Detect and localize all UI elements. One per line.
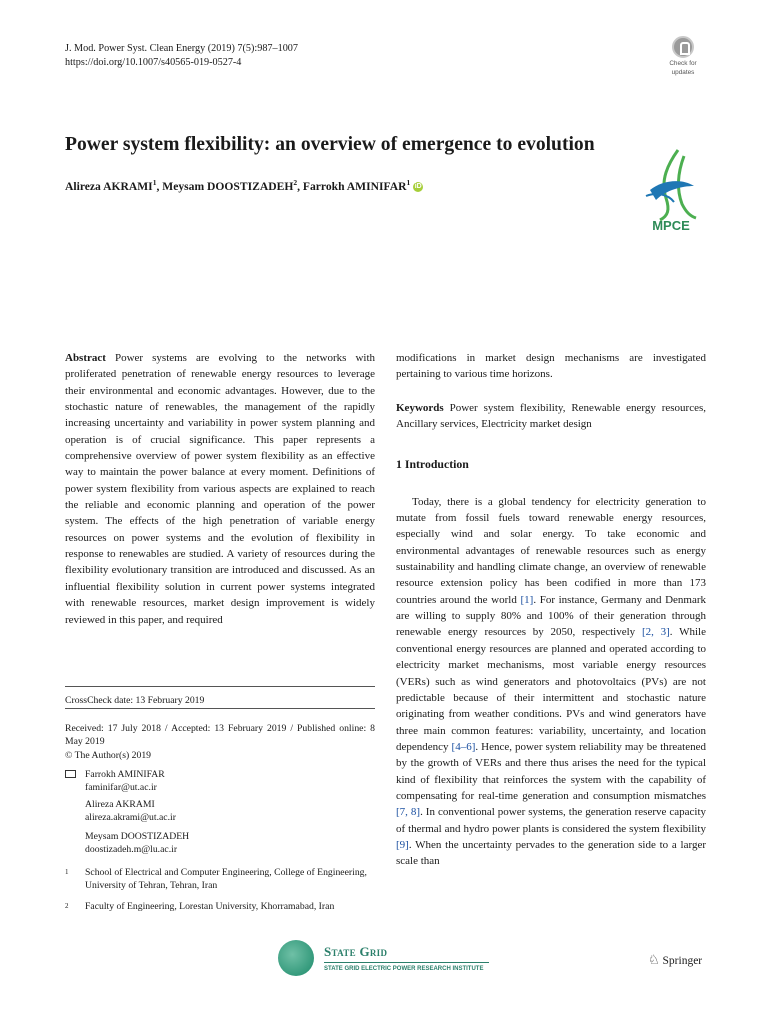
contact-name: Alireza AKRAMI — [85, 799, 155, 810]
mpce-logo-text: MPCE — [652, 218, 690, 233]
affiliation-1 — [65, 866, 375, 893]
doi-link[interactable]: https://doi.org/10.1007/s40565-019-0527-4 — [65, 56, 242, 68]
affiliation-number: 2 — [65, 902, 69, 910]
intro-text: . In conventional power systems, the generation reserve capacity of thermal and hydro power plants is considered the system flexibility — [396, 806, 706, 835]
footnote-divider — [65, 686, 375, 687]
author-name: Meysam DOOSTIZADEH — [162, 179, 294, 193]
check-updates-label-1: Check for — [669, 60, 697, 67]
abstract-continuation: modifications in market design mechanisms are investigated pertaining to various time horizons. — [396, 352, 706, 381]
mpce-logo — [638, 146, 704, 236]
intro-text: . For instance, Germany and Denmark are willing to supply 80% and 100% of their generation through renewable energy resources by 2050, respectively — [396, 593, 707, 639]
springer-logo — [648, 952, 702, 968]
abstract-text: Power systems are evolving to the networks with proliferated penetration of renewable energy resources to leverage their environmental and economic advantages. However, due to the stochastic nature of renewables, the management of the rapidly increasing uncertainty and variability in power system planning and operation is of crucial significance. This paper represents a comprehensive overview of power system flexibility as an effective way to maintain the power balance at every moment. Definitions of power system flexibility from various aspects are explained to reach the reliable and economic planning and operation of the power system. The effects of the high penetration of variable energy resources on power systems and the evolution of flexibility in response to renewables are studied. A variety of resources during the flexibility evolutionary transition are introduced and discussed. As an influential flexibility solution in current power systems integrated with renewable resources, market design improvement is widely reviewed in this paper, and required — [65, 352, 376, 626]
contact-email[interactable]: alireza.akrami@ut.ac.ir — [85, 812, 176, 824]
corresponding-author — [65, 768, 375, 795]
state-grid-name: State Grid — [324, 944, 388, 959]
affiliation-text: Faculty of Engineering, Lorestan University, Khorramabad, Iran — [85, 901, 335, 912]
journal-citation — [65, 42, 298, 69]
springer-horse-icon: ♘ — [648, 952, 660, 967]
author-separator: , — [297, 179, 303, 193]
contact-name: Meysam DOOSTIZADEH — [85, 831, 190, 842]
citation-link[interactable]: [7, 8] — [396, 806, 421, 819]
right-column — [396, 350, 706, 870]
abstract-label: Abstract — [65, 352, 106, 364]
author-contact — [65, 798, 375, 825]
author-contact — [65, 830, 375, 857]
paper-title: Power system flexibility: an overview of emergence to evolution — [65, 134, 595, 155]
citation-link[interactable]: [2, 3] — [641, 626, 670, 639]
affiliation-text: School of Electrical and Computer Engineering, College of Engineering, University of Tehran, Tehran, Iran — [85, 867, 367, 892]
check-updates-label-2: updates — [671, 69, 695, 76]
copyright-notice: © The Author(s) 2019 — [65, 750, 152, 761]
author-name: Alireza AKRAMI — [65, 179, 153, 193]
intro-text: Today, there is a global tendency for electricity generation to mutate from fossil fuels toward renewable energy resources, especially wind and solar energy. To take economic and environmental advantages of renewable resources such as energy sustainability and handling climate change, an overview of renewable resource extension policy has been codified in more than 173 countries around the world — [396, 495, 706, 606]
author-affiliation-mark: 2 — [293, 178, 298, 187]
check-for-updates-badge[interactable] — [664, 36, 702, 76]
author-separator: , — [156, 179, 163, 193]
citation-link[interactable]: [9] — [396, 838, 409, 851]
crosscheck-date: CrossCheck date: 13 February 2019 — [65, 695, 205, 706]
intro-text: . While conventional energy resources are planned and operated according to electricity market mechanisms, most variable energy resources (VERs) such as wind generators and photovoltaics (PVs) are not predictable because of their intermittent and stochastic nature originating from weather conditions. PVs and wind generators have three main common features: variability, uncertainty, and location dependency — [396, 626, 706, 753]
introduction-heading: 1 Introduction — [396, 457, 469, 472]
citation-link[interactable]: [4–6] — [451, 740, 476, 753]
springer-name: Springer — [662, 955, 703, 967]
footnote-divider-short — [65, 708, 375, 709]
envelope-icon — [65, 770, 76, 778]
journal-reference: J. Mod. Power Syst. Clean Energy (2019) 7(5):987–1007 — [65, 43, 298, 54]
affiliation-2 — [65, 900, 375, 913]
citation-link[interactable]: [1] — [520, 593, 534, 606]
intro-text: . When the uncertainty pervades to the generation side to a larger scale than — [396, 838, 706, 868]
keywords-label: Keywords — [396, 401, 444, 414]
keywords-section — [396, 400, 706, 433]
author-affiliation-mark: 1 — [152, 178, 157, 187]
check-updates-icon — [672, 36, 694, 58]
globe-icon — [278, 940, 314, 976]
affiliation-number: 1 — [65, 868, 69, 876]
state-grid-rule — [324, 962, 489, 963]
abstract-section — [65, 350, 375, 628]
contact-name: Farrokh AMINIFAR — [85, 769, 165, 780]
author-name: Farrokh AMINIFAR — [302, 179, 407, 193]
intro-text: . Hence, power system reliability may be threatened by the growth of VERs and there thus arises the need for the typical kind of flexibility that reinforces the system with the capability of compensating for real-time generation and consumption mismatches — [396, 740, 706, 802]
author-affiliation-mark: 1 — [406, 178, 411, 187]
state-grid-institute: STATE GRID ELECTRIC POWER RESEARCH INSTITUTE — [324, 966, 484, 972]
keywords-text: Power system flexibility, Renewable energy resources, Ancillary services, Electricity market design — [396, 401, 707, 431]
introduction-paragraph — [396, 494, 706, 870]
author-list — [65, 178, 423, 193]
contact-email[interactable]: faminifar@ut.ac.ir — [85, 782, 157, 794]
contact-email[interactable]: doostizadeh.m@lu.ac.ir — [85, 844, 178, 856]
publication-history: Received: 17 July 2018 / Accepted: 13 February 2019 / Published online: 8 May 2019 — [65, 723, 375, 748]
orcid-icon[interactable]: iD — [414, 183, 422, 191]
